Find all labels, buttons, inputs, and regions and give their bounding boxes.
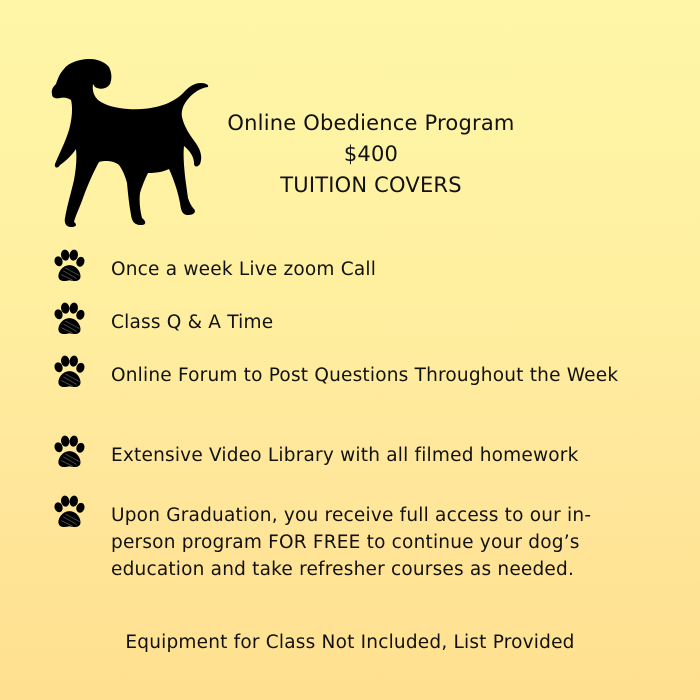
list-item-text: Upon Graduation, you receive full access to our in-person program FOR FREE to continue your dog’s education and take refresher courses as needed. xyxy=(111,505,592,580)
paw-print-icon xyxy=(50,434,88,472)
list-item-text: Extensive Video Library with all filmed homework xyxy=(111,445,579,466)
tuition-covers-heading: TUITION COVERS xyxy=(280,173,462,197)
equipment-note: Equipment for Class Not Included, List Provided xyxy=(125,632,575,653)
program-title: Online Obedience Program xyxy=(227,111,515,135)
paw-print-icon xyxy=(50,494,88,532)
paw-print-icon xyxy=(50,301,88,339)
list-item-text: Once a week Live zoom Call xyxy=(111,259,377,280)
paw-print-icon xyxy=(50,248,88,286)
dog-silhouette-icon xyxy=(50,56,210,228)
paw-print-icon xyxy=(50,354,88,392)
list-item-text: Class Q & A Time xyxy=(111,312,274,333)
list-item-text: Online Forum to Post Questions Throughout the Week xyxy=(111,365,619,386)
program-price: $400 xyxy=(343,142,399,166)
program-header xyxy=(195,108,547,201)
